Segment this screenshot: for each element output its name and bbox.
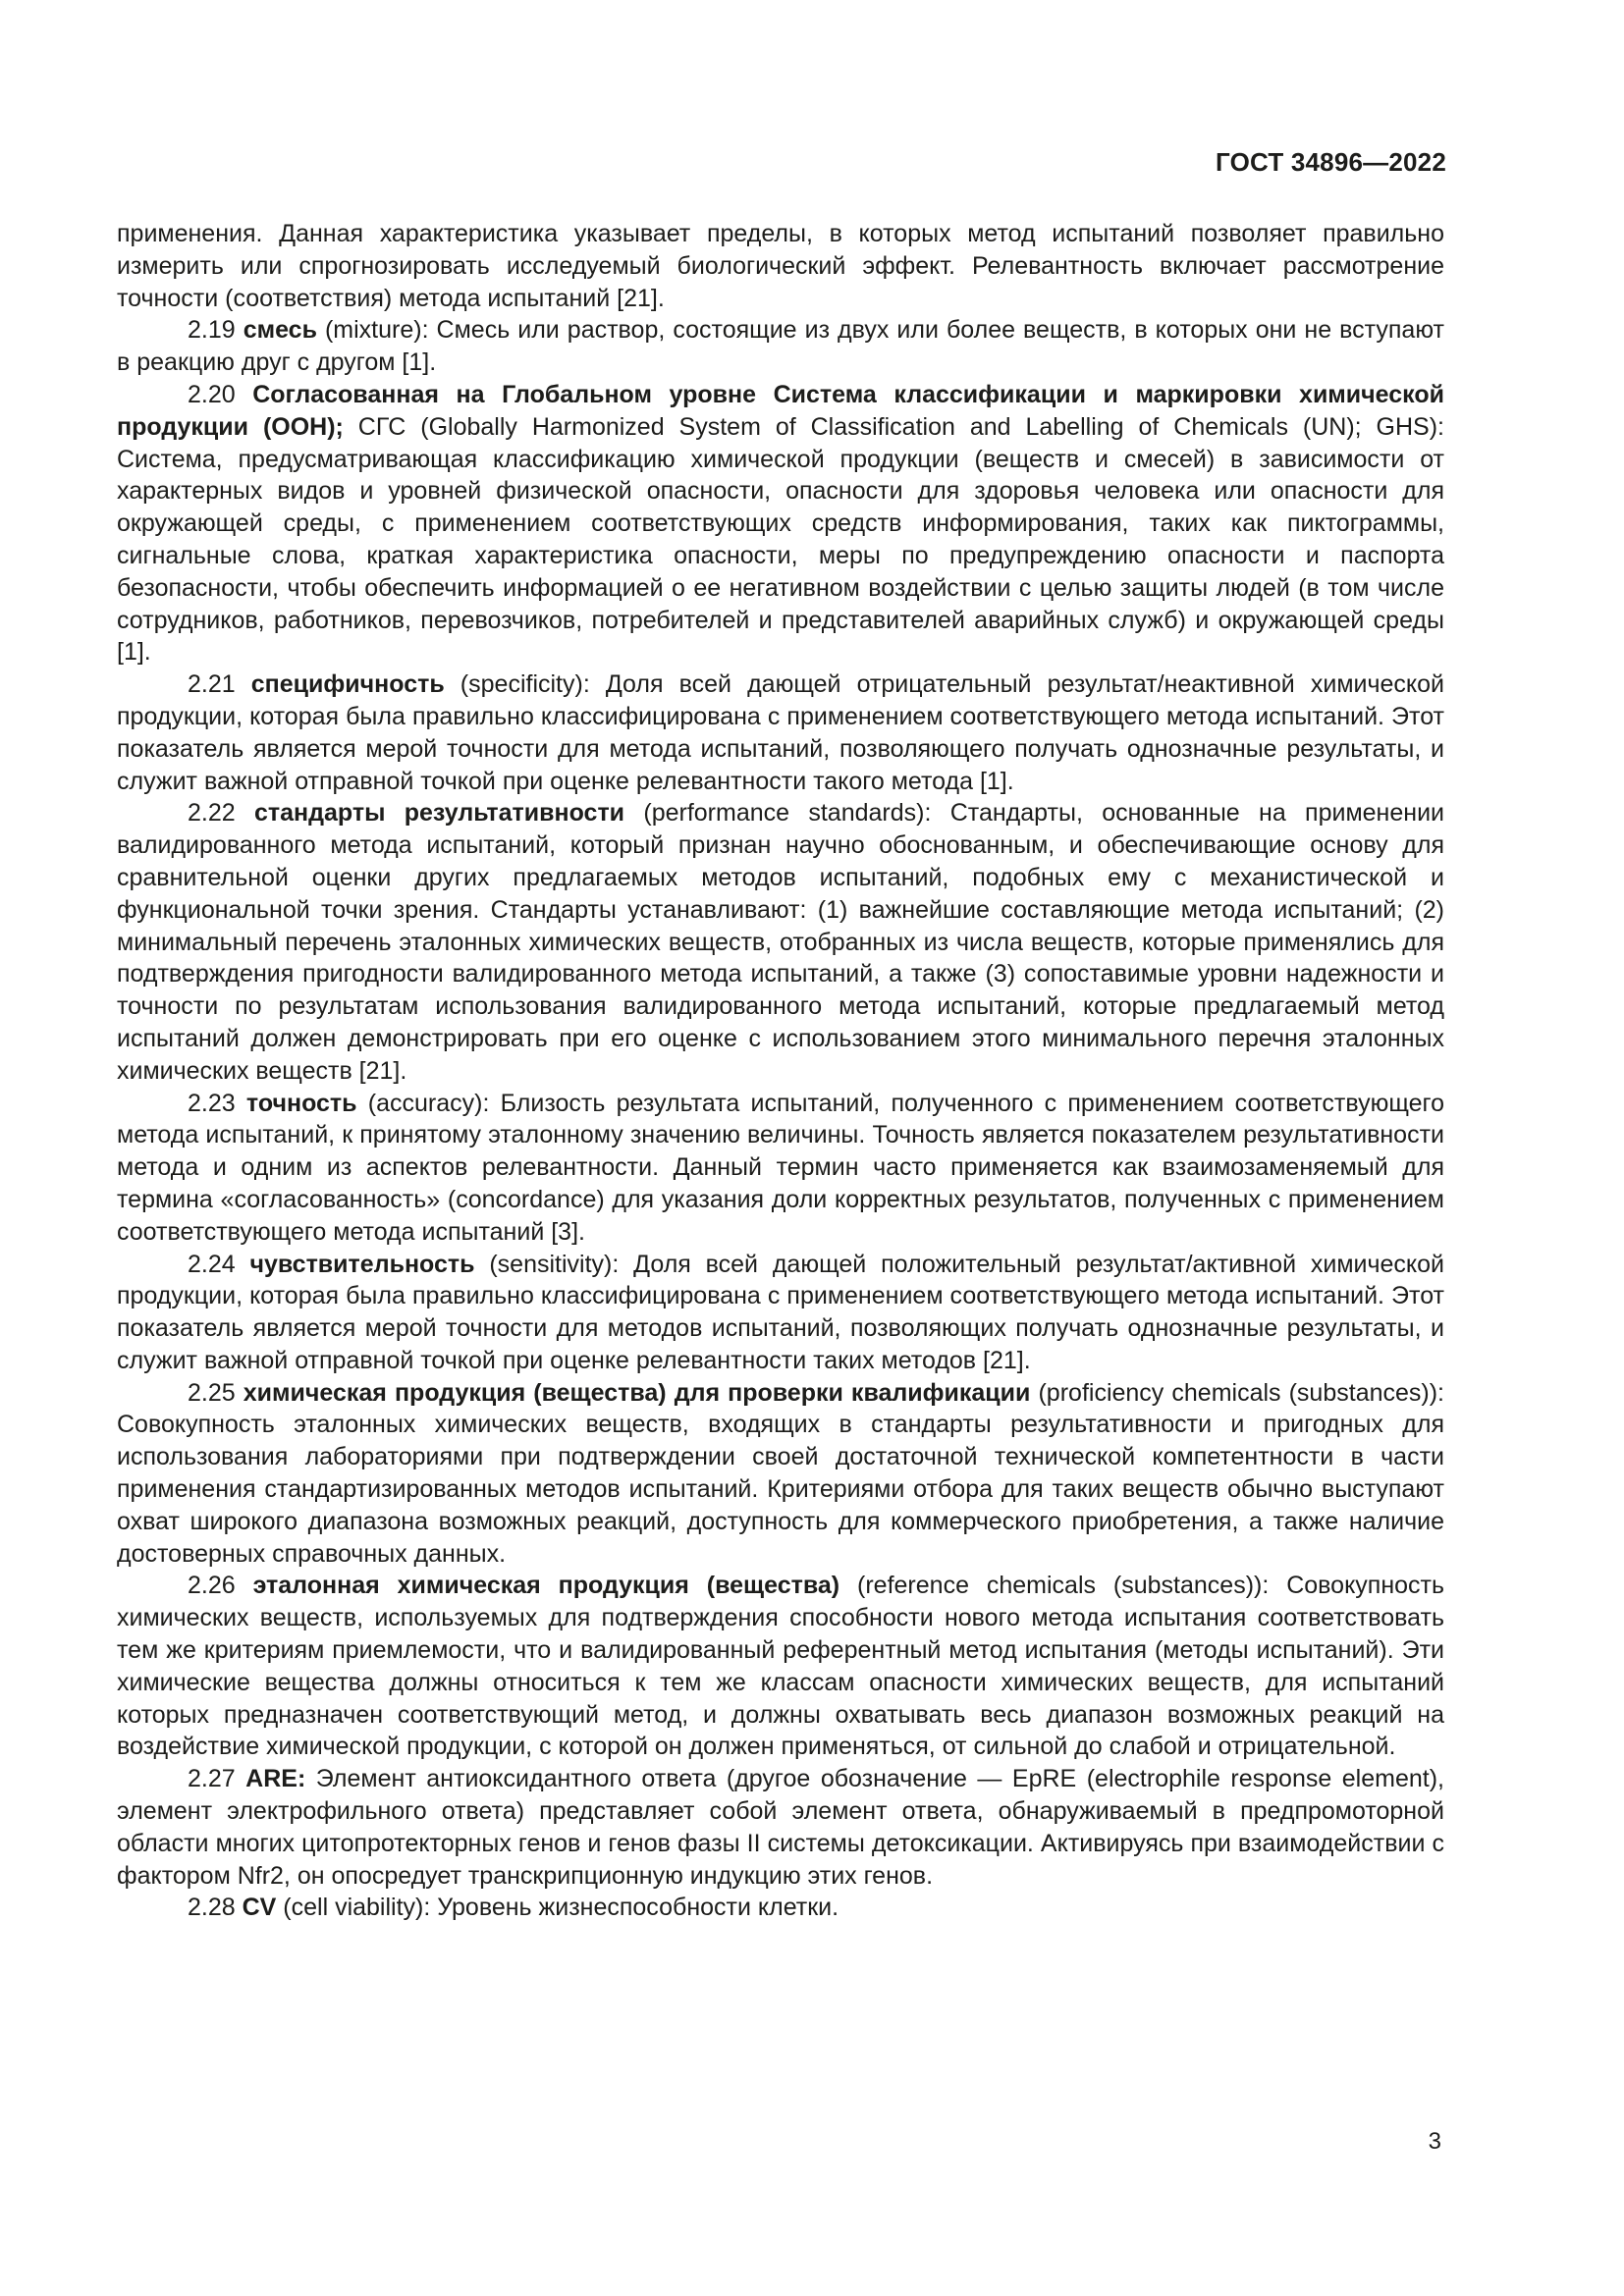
term: эталонная химическая продукция (вещества) (252, 1572, 840, 1600)
term: смесь (243, 316, 317, 345)
clause-number: 2.20 (188, 380, 253, 408)
standard-designation: ГОСТ 34896—2022 (1216, 147, 1446, 177)
clause-number: 2.23 (188, 1089, 246, 1117)
definition-text: Элемент антиоксидантного ответа (другое обозначение — EpRE (electrophile response element), элемент электрофильного ответа) представляет собой элемент ответа, обнаруживаемый в предпромоторной области многих цитопротекторных генов и генов фазы II системы детоксикации. Активируясь при взаимодействии с фактором Nfr2, он опосредует транскрипционную индукцию этих генов. (117, 1765, 1444, 1890)
definition-2-27 (117, 1763, 1444, 1892)
clause-number: 2.19 (188, 316, 244, 345)
page-number: 3 (1428, 2128, 1441, 2155)
term: точность (245, 1089, 357, 1117)
clause-number: 2.25 (188, 1378, 244, 1407)
definition-2-26 (117, 1570, 1444, 1763)
document-body (117, 218, 1444, 1924)
definition-text: СГС (Globally Harmonized System of Classification and Labelling of Chemicals (UN); GHS): Система, предусматривающая классификацию химической продукции (веществ и смесей) в зависимости от характерных видов и уровней физической опасности, опасности для здоровья человека или опасности для окружающей среды, с применением соответствующих средств информирования, таких как пиктограммы, сигнальные слова, краткая характеристика опасности, меры по предупреждению опасности и паспорта безопасности, чтобы обеспечить информацией о ее негативном воздействии с целью защиты людей (в том числе сотрудников, работников, перевозчиков, потребителей и представителей аварийных служб) и окружающей среды [1]. (117, 412, 1444, 667)
term: Согласованная на Глобальном уровне Система классификации и маркировки химической продукции (ООН); (117, 380, 1444, 441)
term: стандарты результативности (253, 799, 625, 828)
definition-text: (sensitivity): Доля всей дающей положительный результат/активной химической продукции, которая была правильно классифицирована с применением соответствующего метода испытаний. Этот показатель является мерой точности для методов испытаний, позволяющих получать однозначные результаты, и служит важной отправной точкой при оценке релевантности таких методов [21]. (117, 1250, 1444, 1374)
definition-2-21 (117, 668, 1444, 797)
definition-2-22 (117, 797, 1444, 1087)
term: ARE: (245, 1765, 306, 1793)
definition-text: (mixture): Смесь или раствор, состоящие из двух или более веществ, в которых они не вступают в реакцию друг с другом [1]. (117, 316, 1444, 377)
definition-text: (cell viability): Уровень жизнеспособности клетки. (276, 1894, 839, 1922)
definition-2-25 (117, 1377, 1444, 1571)
term: CV (242, 1894, 277, 1922)
term: химическая продукция (вещества) для проверки квалификации (243, 1378, 1031, 1407)
clause-number: 2.22 (188, 799, 254, 828)
definition-2-19 (117, 314, 1444, 379)
clause-number: 2.28 (188, 1894, 243, 1922)
term: чувствительность (249, 1250, 475, 1278)
clause-number: 2.27 (188, 1765, 246, 1793)
definition-text: (proficiency chemicals (substances)): Совокупность эталонных химических веществ, входящих в стандарты результативности и пригодных для использования лабораториями при подтверждении своей достаточной технической компетентности в части применения стандартизированных методов испытаний. Критериями отбора для таких веществ обычно выступают охват широкого диапазона возможных реакций, доступность для коммерческого приобретения, а также наличие достоверных справочных данных. (117, 1378, 1444, 1568)
clause-number: 2.21 (188, 670, 251, 699)
clause-number: 2.24 (188, 1250, 250, 1278)
term: специфичность (250, 670, 445, 699)
definition-2-23 (117, 1088, 1444, 1249)
document-header (1216, 147, 1446, 178)
continuation-paragraph: применения. Данная характеристика указывает пределы, в которых метод испытаний позволяет правильно измерить или спрогнозировать исследуемый биологический эффект. Релевантность включает рассмотрение точности (соответствия) метода испытаний [21]. (117, 220, 1444, 312)
definition-2-24 (117, 1249, 1444, 1377)
definition-text: (accuracy): Близость результата испытаний, полученного с применением соответствующего метода испытаний, к принятому эталонному значению величины. Точность является показателем результативности метода и одним из аспектов релевантности. Данный термин часто применяется как взаимозаменяемый для термина «согласованность» (concordance) для указания доли корректных результатов, полученных с применением соответствующего метода испытаний [3]. (117, 1089, 1445, 1246)
definition-text: (performance standards): Стандарты, основанные на применении валидированного метода испытаний, который признан научно обоснованным, и обеспечивающие основу для сравнительной оценки других предлагаемых методов испытаний, подобных ему с механистической и функциональной точки зрения. Стандарты устанавливают: (1) важнейшие составляющие метода испытаний; (2) минимальный перечень эталонных химических веществ, отобранных из числа веществ, которые применялись для подтверждения пригодности валидированного метода испытаний, а также (3) сопоставимые уровни надежности и точности по результатам использования валидированного метода испытаний, которые предлагаемый метод испытаний должен демонстрировать при его оценке с использованием этого минимального перечня эталонных химических веществ [21]. (117, 799, 1444, 1085)
clause-number: 2.26 (188, 1572, 253, 1600)
definition-2-28 (117, 1892, 1444, 1924)
definition-text: (specificity): Доля всей дающей отрицательный результат/неактивной химической продукции, которая была правильно классифицирована с применением соответствующего метода испытаний. Этот показатель является мерой точности для метода испытаний, позволяющего получать однозначные результаты, и служит важной отправной точкой при оценке релевантности такого метода [1]. (117, 670, 1444, 795)
definition-text: (reference chemicals (substances)): Совокупность химических веществ, используемых для подтверждения способности нового метода испытания соответствовать тем же критериям приемлемости, что и валидированный референтный метод испытания (методы испытаний). Эти химические вещества должны относиться к тем же классам опасности химических веществ, для испытаний которых предназначен соответствующий метод, и должны охватывать весь диапазон возможных реакций на воздействие химической продукции, с которой он должен применяться, от сильной до слабой и отрицательной. (117, 1572, 1445, 1761)
definition-2-20 (117, 379, 1444, 668)
